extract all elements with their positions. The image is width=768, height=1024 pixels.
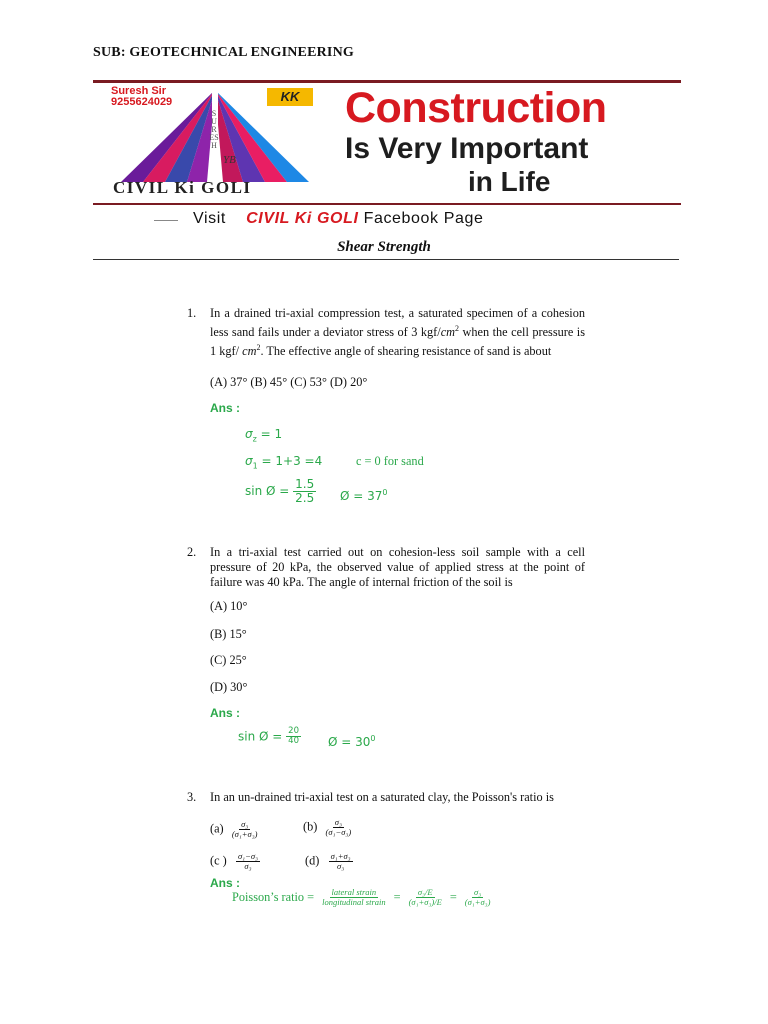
- q3-number: 3.: [187, 790, 197, 804]
- q1-sigma-2: σ: [245, 454, 253, 468]
- q2-result-text: Ø = 30: [328, 735, 371, 749]
- q1-l1-rest: = 1: [256, 427, 283, 441]
- logo-brand: CIVIL Ki GOLI: [113, 178, 252, 197]
- civil-ki-goli-logo: [103, 84, 327, 200]
- q2-result: [328, 734, 376, 749]
- q1-sin-eq: [245, 478, 316, 505]
- q3-f3-den: (σ₁+σ₃): [464, 897, 491, 908]
- q3-a-label: (a): [210, 821, 224, 836]
- q1-line-2: [245, 454, 322, 470]
- logo-author: Suresh Sir: [111, 85, 167, 97]
- q3-c-label: (c ): [210, 853, 227, 868]
- q1-unit-1: cm: [440, 325, 456, 340]
- q2-text: In a tri-axial test carried out on cohesion-less soil sample with a cell pressure of 20 kPa, the observed value of applied stress at the point of failure was 40 kPa. The angle of internal friction of the soil is: [210, 545, 585, 589]
- q3-f1-den: longitudinal strain: [322, 897, 386, 908]
- q1-sin-den: 2.5: [295, 491, 315, 506]
- q1-l2-rest: = 1+3 =4: [257, 454, 323, 468]
- q1-sq-2: 2: [256, 343, 261, 353]
- q3-poisson-label: Poisson’s ratio =: [232, 890, 315, 905]
- q3-a-num: σ₃: [241, 819, 249, 829]
- q1-text-c: . The effective angle of shearing resistance of sand is about: [260, 344, 552, 359]
- q2-sin-eq: [238, 727, 301, 747]
- logo-badge: KK: [267, 88, 313, 106]
- q3-d-den: σ₃: [337, 861, 345, 872]
- q3-d-num: σ₁+σ₃: [330, 851, 351, 861]
- q1-sigma: σ: [245, 427, 253, 441]
- q3-option-c: [210, 852, 260, 872]
- q1-result-sup: 0: [382, 488, 388, 497]
- visit-prefix: Visit: [193, 210, 226, 227]
- logo-phone: 9255624029: [111, 96, 173, 108]
- q1-options: (A) 37° (B) 45° (C) 53° (D) 20°: [210, 375, 368, 389]
- q2-sin-num: 20: [288, 726, 299, 736]
- q2-ans-label: Ans :: [210, 706, 240, 720]
- q1-sin-lhs: sin Ø =: [245, 484, 290, 499]
- visit-suffix: Facebook Page: [363, 210, 484, 227]
- q2-option-c: (C) 25°: [210, 653, 247, 667]
- subject-heading: SUB: GEOTECHNICAL ENGINEERING: [93, 45, 354, 60]
- q1-unit-2: cm: [242, 344, 257, 359]
- q1-result: [340, 488, 388, 503]
- banner-line-2: Is Very Important: [345, 132, 589, 165]
- q3-text: In an un-drained tri-axial test on a saturated clay, the Poisson's ratio is: [210, 790, 554, 804]
- q3-f2-num: σ₃/E: [417, 887, 433, 897]
- q2-number: 2.: [187, 545, 197, 559]
- q3-f3-num: σ₃: [474, 887, 482, 897]
- q1-line-1: [245, 427, 282, 443]
- q2-option-a: (A) 10°: [210, 599, 248, 613]
- q1-sigma-2-sub: 1: [252, 461, 258, 471]
- q2-sin-lhs: sin Ø =: [238, 729, 283, 744]
- visit-line: [193, 210, 483, 228]
- page-title: Shear Strength: [337, 239, 431, 255]
- q3-option-d: [305, 852, 353, 872]
- logo-vertical-text: SURESH: [209, 109, 219, 150]
- q1-sigma-sub: z: [252, 434, 257, 444]
- q3-b-label: (b): [303, 819, 318, 834]
- banner-line-3: in Life: [468, 166, 551, 197]
- q2-option-d: (D) 30°: [210, 680, 248, 694]
- visit-dash: [154, 220, 178, 221]
- title-rule: [93, 259, 679, 260]
- q1-sq-1: 2: [455, 324, 460, 333]
- q1-sin-num: 1.5: [295, 477, 315, 491]
- q1-note: c = 0 for sand: [356, 454, 424, 468]
- q2-sin-den: 40: [288, 736, 299, 747]
- q3-ans-label: Ans :: [210, 876, 240, 890]
- q2-option-b: (B) 15°: [210, 627, 247, 641]
- q3-poisson-eq: Poisson’s ratio = $\frac{\text{lateral strain}}{\text{longitudinal strain}}$ = $\frac{\text{σ₃/E}}{\text{(σ₁+σ₃)/E}}$ = $\frac{\text{σ₃}}{\text{(σ₁+σ₃)}}$: [232, 887, 491, 908]
- logo-mark: YB: [223, 154, 236, 166]
- q3-c-num: σ₁−σ₃: [237, 851, 258, 861]
- q3-option-a: [210, 820, 260, 840]
- q3-f2-den: (σ₁+σ₃)/E: [408, 897, 442, 908]
- q2-result-sup: 0: [370, 734, 376, 743]
- q1-ans-label: Ans :: [210, 401, 240, 415]
- q3-b-den: (σ₁−σ₃): [325, 827, 352, 838]
- q1-number: 1.: [187, 306, 197, 320]
- q1-text-b: when the cell pressure is 1 kgf/: [210, 325, 585, 359]
- q3-b-num: σ₃: [334, 817, 342, 827]
- header-bar-top: [93, 80, 681, 83]
- visit-brand: CIVIL Ki GOLI: [246, 210, 359, 227]
- q1-result-text: Ø = 37: [340, 489, 383, 503]
- q1-text-a: In a drained tri-axial compression test, a saturated specimen of a cohesion less sand fails under a deviator stress of 3 kgf/: [210, 306, 585, 340]
- header-bar-bottom: [93, 203, 681, 205]
- banner-line-1: Construction: [345, 84, 607, 132]
- q3-f1-num: lateral strain: [331, 887, 377, 897]
- q3-c-den: σ₃: [244, 861, 252, 872]
- q3-option-b: [303, 818, 353, 838]
- q3-a-den: (σ₁+σ₃): [231, 829, 258, 840]
- q3-d-label: (d): [305, 853, 320, 868]
- q1-text: [210, 306, 585, 359]
